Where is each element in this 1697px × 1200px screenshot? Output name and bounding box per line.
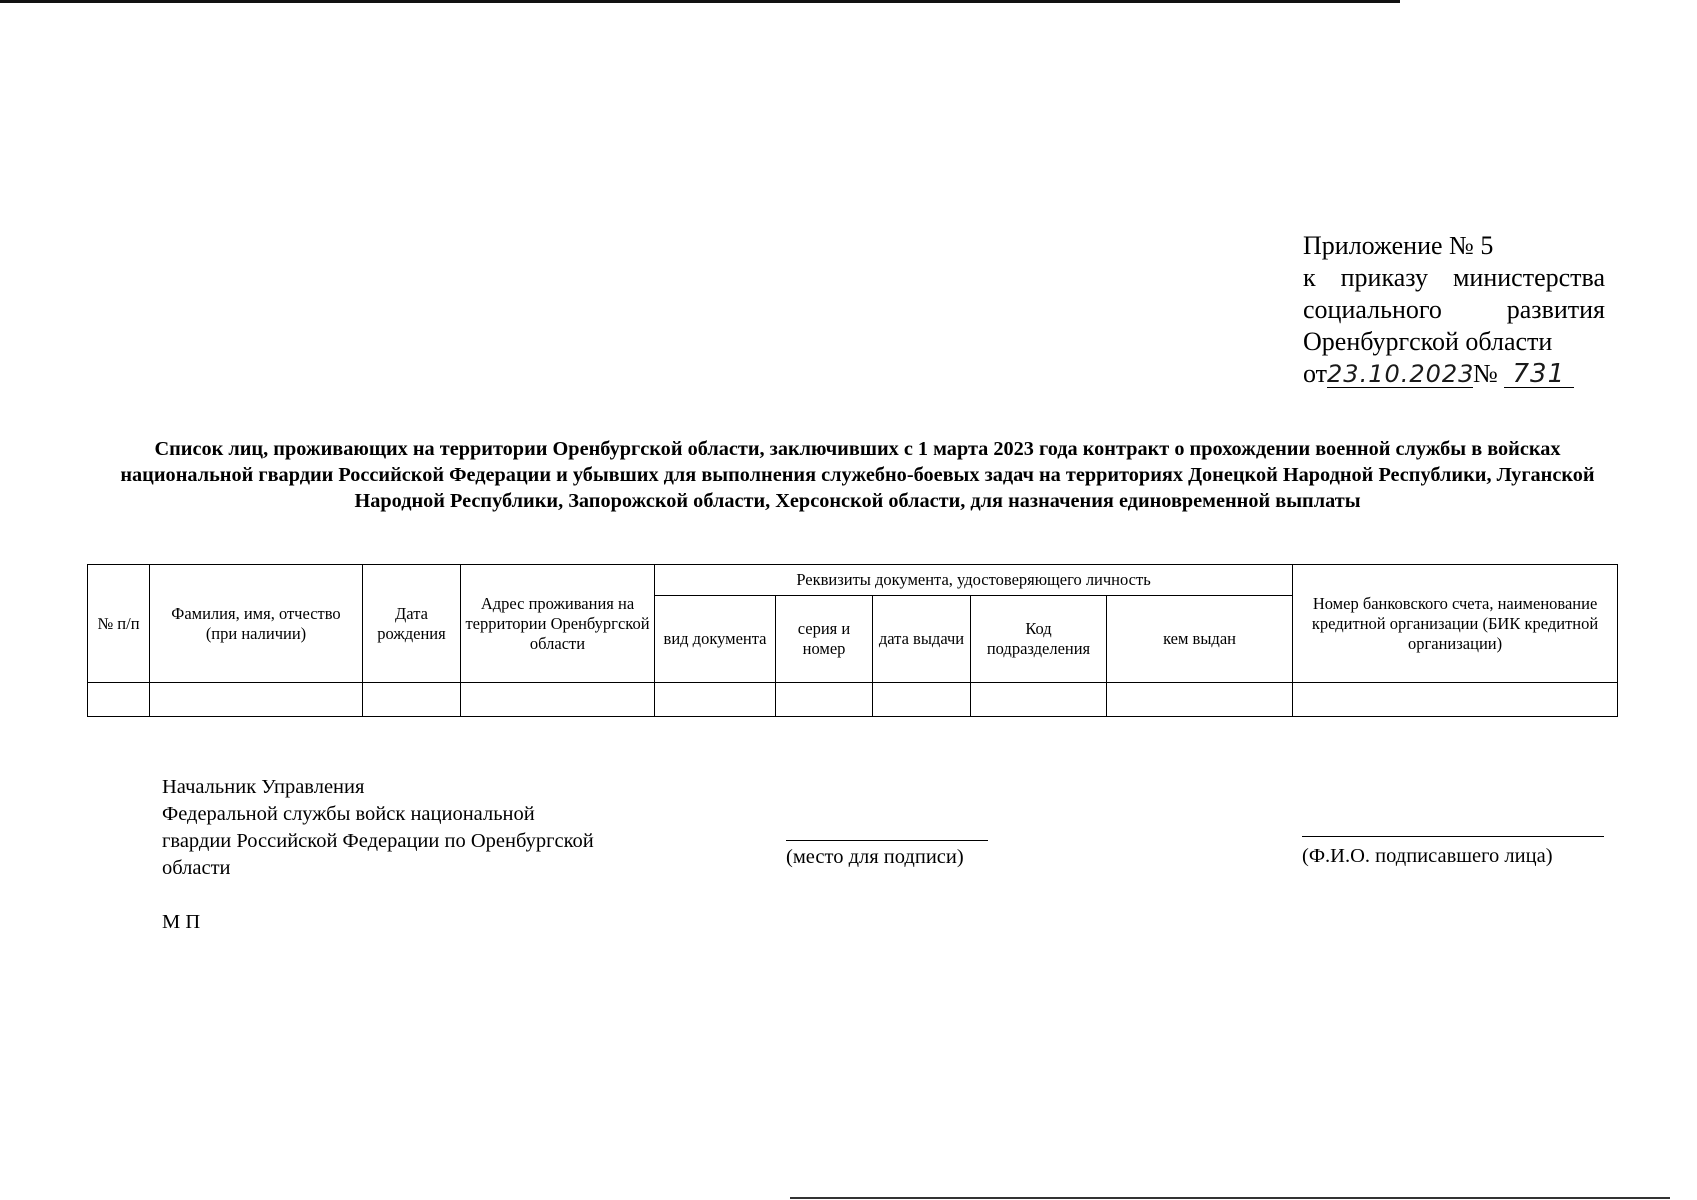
table-cell [363, 683, 461, 717]
stamp-place-label: М П [162, 911, 201, 933]
header-series-number: серия и номер [776, 596, 873, 683]
appendix-ministry-line: социального развития [1303, 295, 1605, 324]
header-division-code: Код подразделения [971, 596, 1107, 683]
persons-table [87, 564, 1618, 717]
header-number: № п/п [88, 565, 150, 683]
signature-line [786, 840, 988, 841]
scan-bottom-edge [790, 1197, 1670, 1199]
signatory-position [162, 774, 594, 882]
header-document-type: вид документа [655, 596, 776, 683]
handwritten-date: 23.10.2023 [1327, 360, 1475, 388]
table-cell [873, 683, 971, 717]
appendix-date-line [1303, 358, 1605, 390]
handwritten-number: 731 [1504, 361, 1574, 388]
header-birth-date: Дата рождения [363, 565, 461, 683]
header-issue-date: дата выдачи [873, 596, 971, 683]
signature-place-label: (место для подписи) [786, 846, 964, 868]
table-cell [1107, 683, 1293, 717]
table-cell [88, 683, 150, 717]
signer-name-label: (Ф.И.О. подписавшего лица) [1302, 845, 1553, 867]
appendix-order-line: к приказу министерства [1303, 263, 1605, 292]
table-cell [150, 683, 363, 717]
position-line: гвардии Российской Федерации по Оренбургской [162, 830, 594, 852]
position-line: Федеральной службы войск национальной [162, 803, 535, 825]
header-identity-document-group: Реквизиты документа, удостоверяющего личность [655, 565, 1293, 596]
table-cell [1293, 683, 1618, 717]
header-issued-by: кем выдан [1107, 596, 1293, 683]
header-bank-account: Номер банковского счета, наименование кредитной организации (БИК кредитной организации) [1293, 565, 1618, 683]
scan-edge-line [0, 0, 1400, 3]
table-cell [776, 683, 873, 717]
from-label: от [1303, 359, 1328, 388]
number-label: № [1473, 359, 1498, 388]
appendix-title: Приложение № 5 [1303, 231, 1494, 260]
position-line: Начальник Управления [162, 776, 365, 798]
appendix-region-line: Оренбургской области [1303, 327, 1553, 356]
table-header-row [88, 565, 1618, 596]
table-cell [461, 683, 655, 717]
position-line: области [162, 857, 231, 879]
table-cell [971, 683, 1107, 717]
document-title: Список лиц, проживающих на территории Оренбургской области, заключивших с 1 марта 2023 года контракт о прохождении военной службы в войсках национальной гвардии Российской Федерации и убывших для выполнения служебно-боевых задач на территориях Донецкой Народной Республики, Луганской Народной Республики, Запорожской области, Херсонской области, для назначения единовременной выплаты [120, 438, 1595, 512]
header-address: Адрес проживания на территории Оренбургской области [461, 565, 655, 683]
header-fio: Фамилия, имя, отчество (при наличии) [150, 565, 363, 683]
table-row [88, 683, 1618, 717]
table-cell [655, 683, 776, 717]
signer-name-line [1302, 836, 1604, 837]
appendix-reference [1303, 230, 1605, 390]
